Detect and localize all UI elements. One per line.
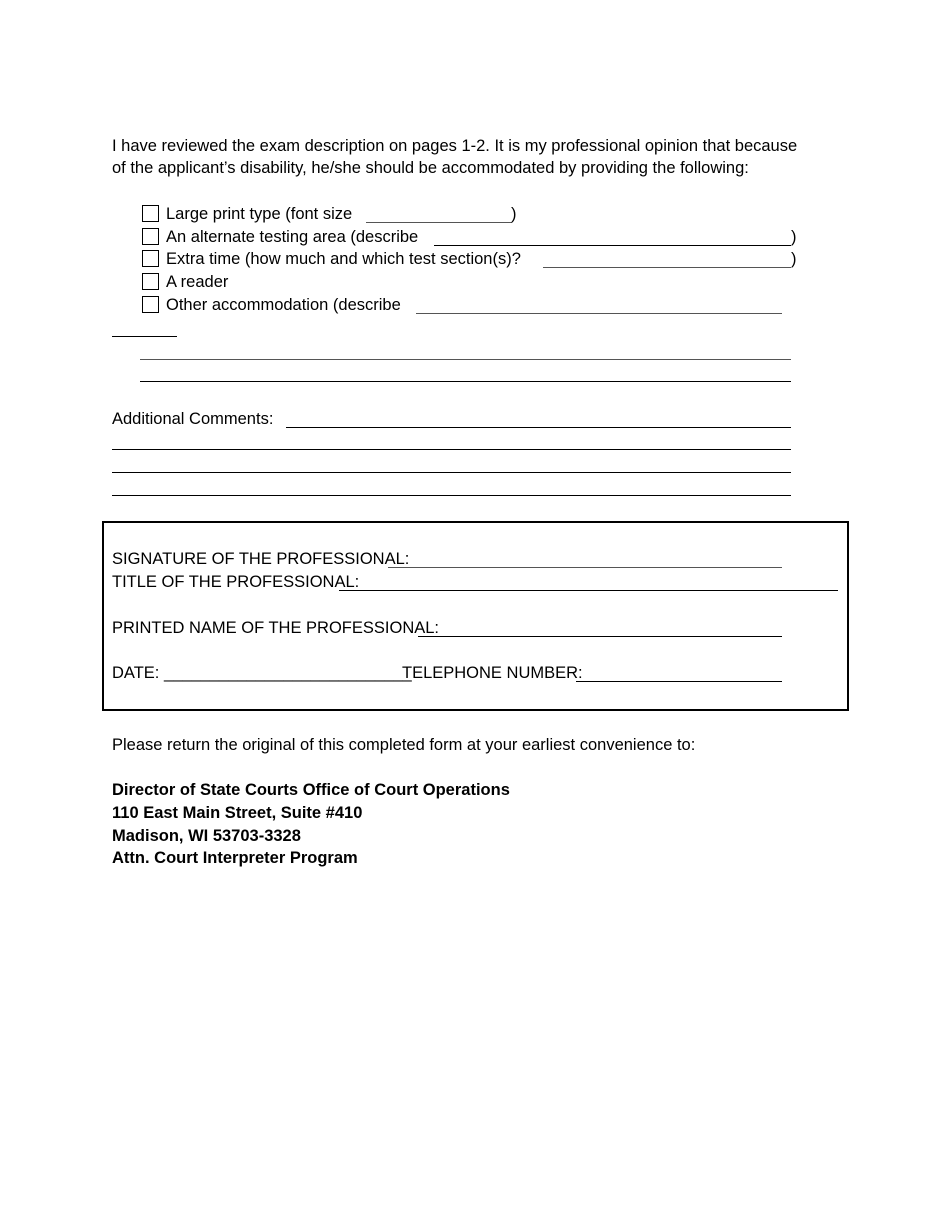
other-accommodation-line-2[interactable] bbox=[112, 336, 177, 337]
extra-time-input-line[interactable] bbox=[543, 267, 791, 268]
close-paren-large-print: ) bbox=[511, 205, 517, 223]
address-line-3: Madison, WI 53703-3328 bbox=[112, 827, 301, 845]
intro-line-2: of the applicant’s disability, he/she should be accommodated by providing the following: bbox=[112, 159, 749, 177]
comments-line-2[interactable] bbox=[112, 449, 791, 450]
printed-name-label: PRINTED NAME OF THE PROFESSIONAL: bbox=[112, 619, 439, 637]
address-line-2: 110 East Main Street, Suite #410 bbox=[112, 804, 363, 822]
checkbox-extra-time[interactable] bbox=[142, 250, 159, 267]
title-label: TITLE OF THE PROFESSIONAL: bbox=[112, 573, 360, 591]
additional-comments-label: Additional Comments: bbox=[112, 410, 274, 428]
signature-label: SIGNATURE OF THE PROFESSIONAL: bbox=[112, 550, 410, 568]
label-reader: A reader bbox=[166, 273, 229, 291]
printed-name-input-line[interactable] bbox=[418, 636, 782, 637]
close-paren-alternate-area: ) bbox=[791, 228, 797, 246]
title-input-line[interactable] bbox=[339, 590, 838, 591]
comments-line-3[interactable] bbox=[112, 472, 791, 473]
alternate-area-input-line[interactable] bbox=[434, 245, 791, 246]
date-label: DATE: ___________________________ bbox=[112, 664, 412, 682]
label-large-print: Large print type (font size bbox=[166, 205, 353, 223]
label-other-accommodation: Other accommodation (describe bbox=[166, 296, 401, 314]
other-accommodation-line-3[interactable] bbox=[140, 359, 791, 360]
other-accommodation-input-line[interactable] bbox=[416, 313, 782, 314]
telephone-label: TELEPHONE NUMBER: bbox=[402, 664, 583, 682]
comments-line-1[interactable] bbox=[286, 427, 791, 428]
address-line-1: Director of State Courts Office of Court Operations bbox=[112, 781, 510, 799]
return-instructions: Please return the original of this completed form at your earliest convenience to: bbox=[112, 736, 696, 754]
signature-input-line[interactable] bbox=[388, 567, 782, 568]
checkbox-large-print[interactable] bbox=[142, 205, 159, 222]
checkbox-reader[interactable] bbox=[142, 273, 159, 290]
other-accommodation-line-4[interactable] bbox=[140, 381, 791, 382]
comments-line-4[interactable] bbox=[112, 495, 791, 496]
checkbox-other-accommodation[interactable] bbox=[142, 296, 159, 313]
label-extra-time: Extra time (how much and which test section(s)? bbox=[166, 250, 521, 268]
checkbox-alternate-testing-area[interactable] bbox=[142, 228, 159, 245]
address-line-4: Attn. Court Interpreter Program bbox=[112, 849, 358, 867]
close-paren-extra-time: ) bbox=[791, 250, 797, 268]
telephone-input-line[interactable] bbox=[576, 681, 782, 682]
font-size-input-line[interactable] bbox=[366, 222, 512, 223]
intro-line-1: I have reviewed the exam description on pages 1-2. It is my professional opinion that because bbox=[112, 137, 798, 155]
label-alternate-testing-area: An alternate testing area (describe bbox=[166, 228, 419, 246]
